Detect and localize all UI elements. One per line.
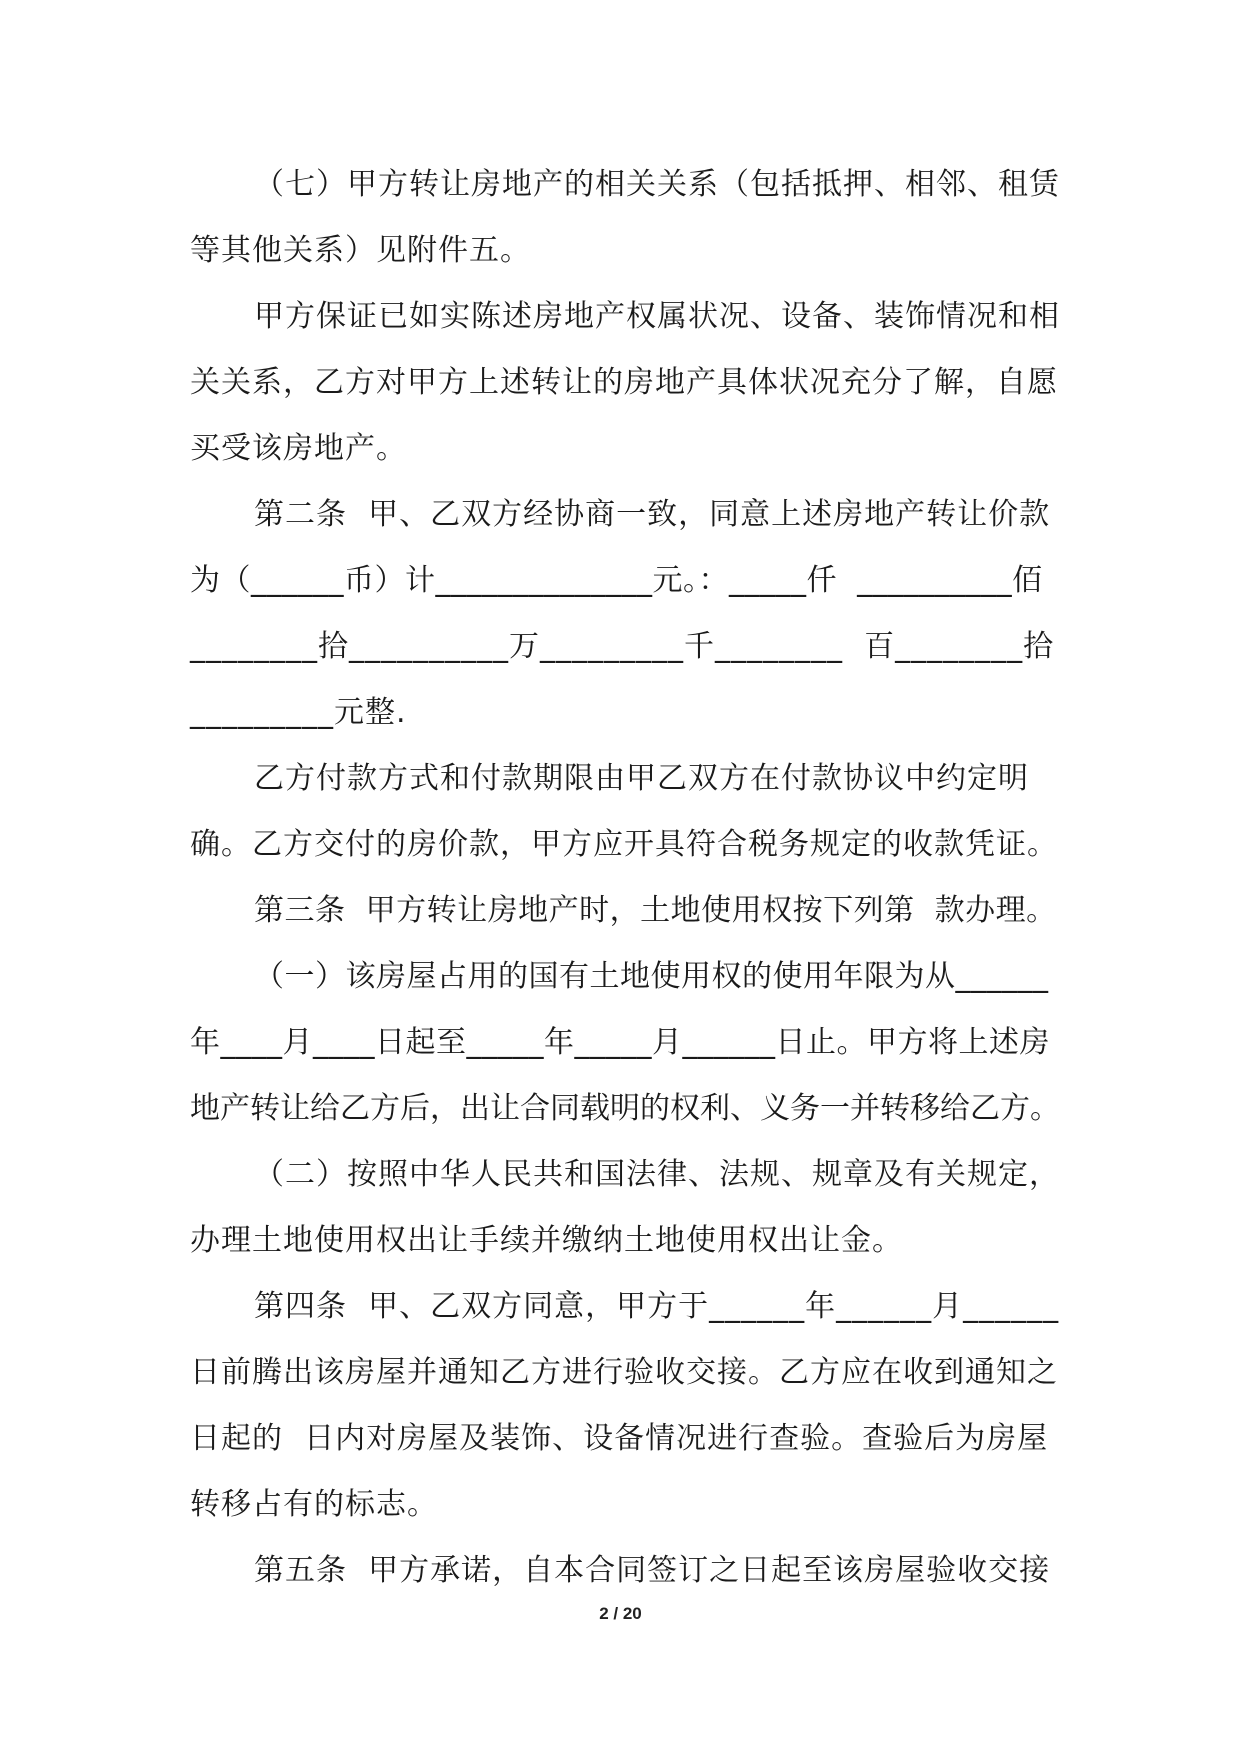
text-line: 地产转让给乙方后，出让合同载明的权利、义务一并转移给乙方。	[190, 1091, 1060, 1126]
text-line: 第五条 甲方承诺，自本合同签订之日起至该房屋验收交接	[254, 1553, 1051, 1588]
text-line: 办理土地使用权出让手续并缴纳土地使用权出让金。	[190, 1223, 903, 1258]
text-line: 等其他关系）见附件五。	[190, 233, 531, 268]
text-line: （七）甲方转让房地产的相关关系（包括抵押、相邻、租赁	[254, 167, 1060, 202]
text-line: 确。乙方交付的房价款，甲方应开具符合税务规定的收款凭证。	[190, 827, 1058, 862]
text-line: 日起的 日内对房屋及装饰、设备情况进行查验。查验后为房屋	[190, 1421, 1049, 1456]
text-line: _________元整.	[190, 695, 407, 730]
text-line: 年____月____日起至_____年_____月______日止。甲方将上述房	[190, 1025, 1050, 1060]
text-line: 为（______币）计______________元。：_____仟 __________佰	[190, 563, 1043, 598]
text-line: （一）该房屋占用的国有土地使用权的使用年限为从______	[254, 959, 1049, 994]
text-line: 转移占有的标志。	[190, 1487, 438, 1522]
text-line: （二）按照中华人民共和国法律、法规、规章及有关规定，	[254, 1157, 1060, 1192]
text-line: 乙方付款方式和付款期限由甲乙双方在付款协议中约定明	[254, 761, 1029, 796]
text-line: 日前腾出该房屋并通知乙方进行验收交接。乙方应在收到通知之	[190, 1355, 1058, 1390]
text-line: 第三条 甲方转让房地产时，土地使用权按下列第 款办理。	[254, 893, 1057, 928]
page-number: 2 / 20	[599, 1604, 642, 1623]
text-line: 买受该房地产。	[190, 431, 407, 466]
text-line: 第四条 甲、乙双方同意，甲方于______年______月______	[254, 1289, 1060, 1324]
document-body	[190, 152, 1060, 1604]
text-line: ________拾__________万_________千________ 百________拾	[190, 629, 1055, 664]
text-line: 甲方保证已如实陈述房地产权属状况、设备、装饰情况和相	[254, 299, 1060, 334]
text-line: 关关系，乙方对甲方上述转让的房地产具体状况充分了解，自愿	[190, 365, 1058, 400]
text-line: 第二条 甲、乙双方经协商一致，同意上述房地产转让价款	[254, 497, 1051, 532]
